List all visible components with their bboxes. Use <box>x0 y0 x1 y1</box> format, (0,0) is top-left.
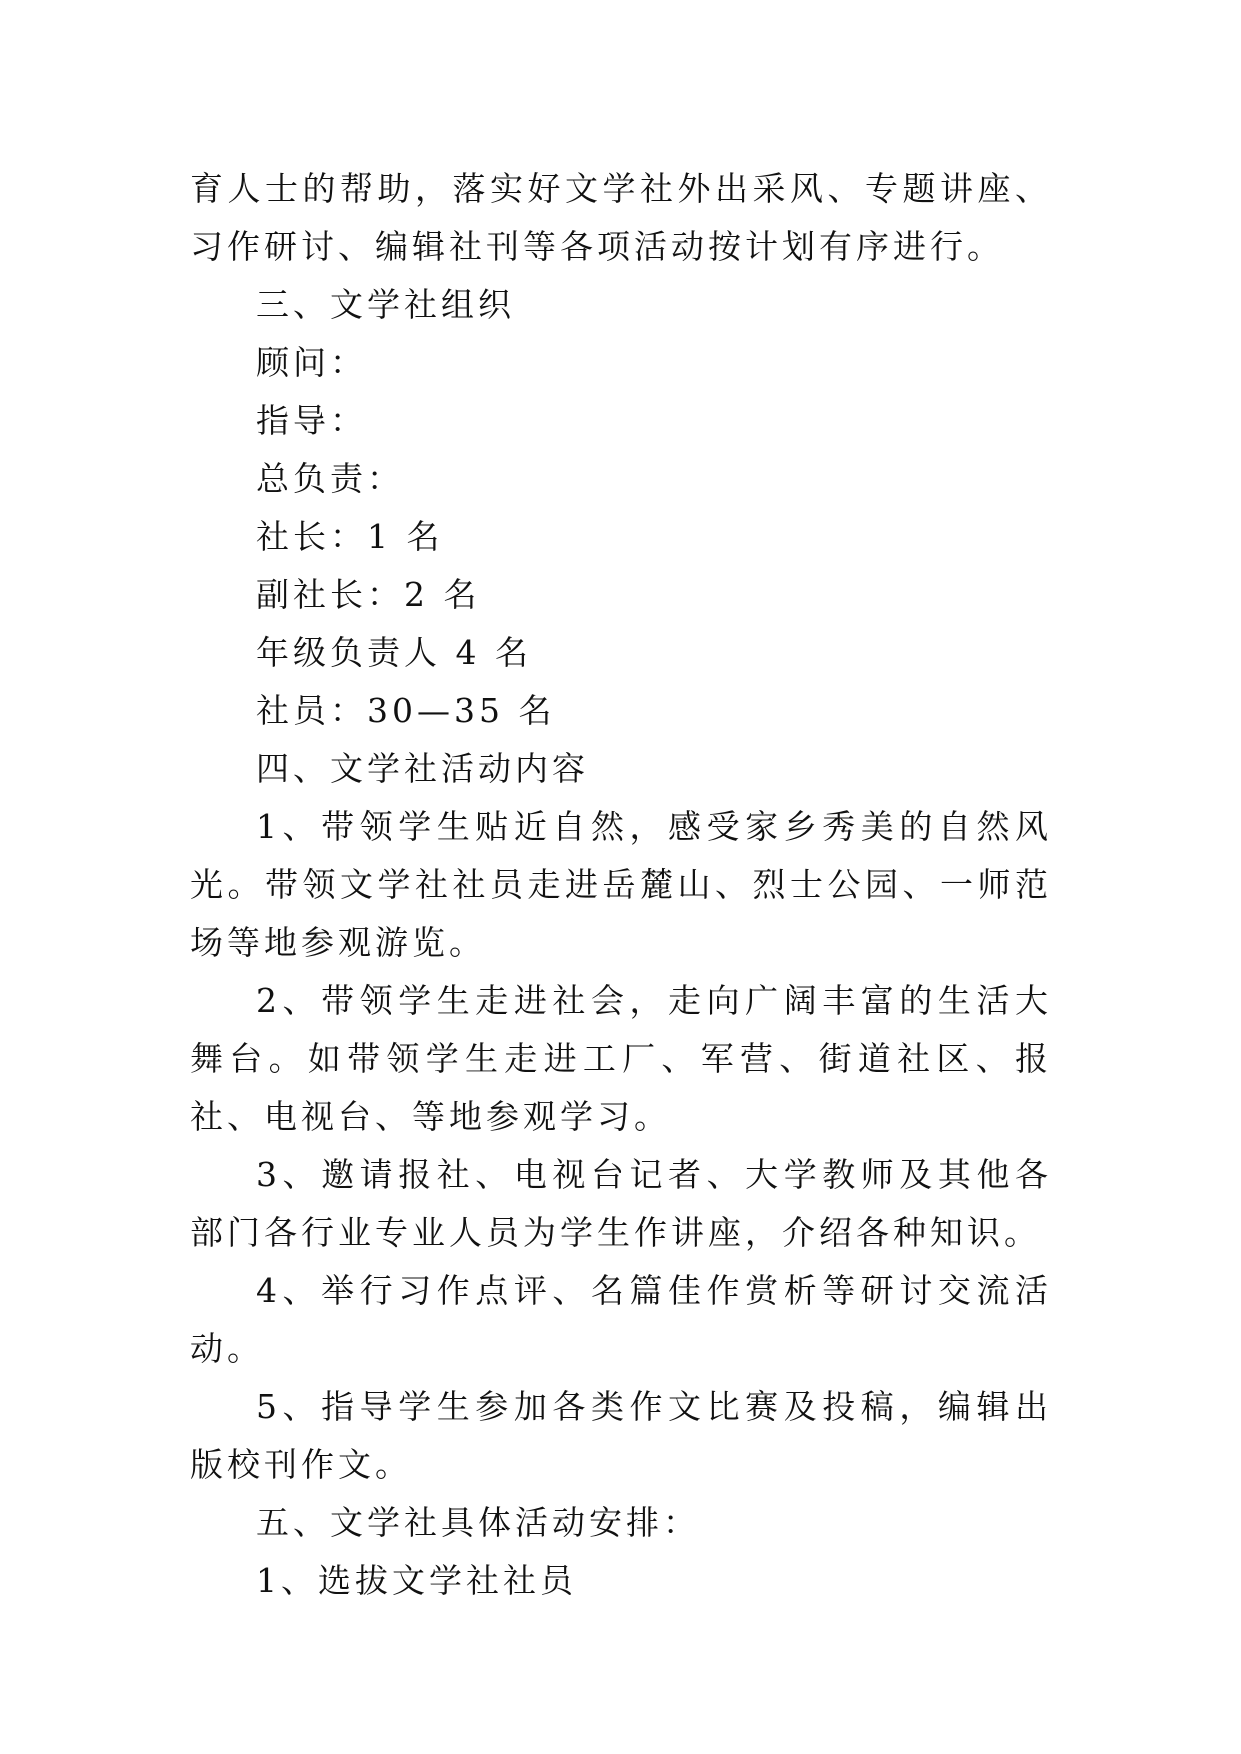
section-heading-schedule: 五、文学社具体活动安排： <box>256 1503 700 1542</box>
schedule-item-1: 1、选拔文学社社员 <box>256 1561 577 1600</box>
activity-item-1: 1、带领学生贴近自然，感受家乡秀美的自然风光。带领文学社社员走进岳麓山、烈士公园、一师范场等地参观游览。 <box>190 807 1052 962</box>
activity-item-4: 4、举行习作点评、名篇佳作赏析等研讨交流活动。 <box>190 1271 1052 1368</box>
section-heading-organization: 三、文学社组织 <box>256 285 515 324</box>
role-members: 社员：30—35 名 <box>256 691 556 730</box>
role-president: 社长：1 名 <box>256 517 444 556</box>
activity-item-2: 2、带领学生走进社会，走向广阔丰富的生活大舞台。如带领学生走进工厂、军营、街道社区、报社、电视台、等地参观学习。 <box>190 981 1052 1136</box>
section-heading-activities: 四、文学社活动内容 <box>256 749 589 788</box>
role-guidance: 指导： <box>256 401 367 440</box>
activity-item-5: 5、指导学生参加各类作文比赛及投稿，编辑出版校刊作文。 <box>190 1387 1052 1484</box>
paragraph-continuation: 育人士的帮助，落实好文学社外出采风、专题讲座、习作研讨、编辑社刊等各项活动按计划有序进行。 <box>190 169 1052 266</box>
role-advisor: 顾问： <box>256 343 367 382</box>
role-grade-leads: 年级负责人 4 名 <box>256 633 532 672</box>
document-page <box>190 160 1052 1610</box>
role-vice-president: 副社长：2 名 <box>256 575 481 614</box>
activity-item-3: 3、邀请报社、电视台记者、大学教师及其他各部门各行业专业人员为学生作讲座，介绍各种知识。 <box>190 1155 1052 1252</box>
role-general-lead: 总负责： <box>256 459 404 498</box>
